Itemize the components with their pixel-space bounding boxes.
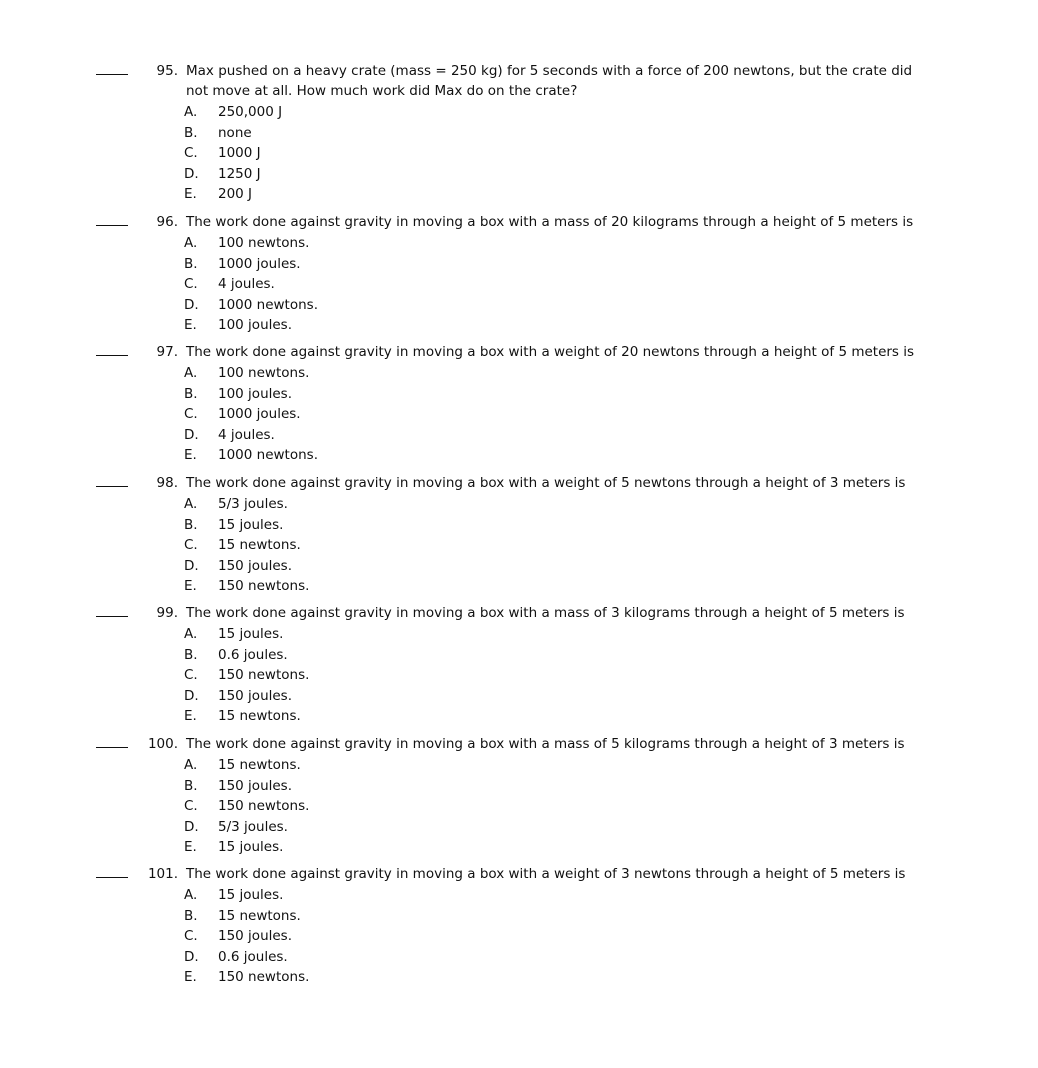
- option-letter: D.: [184, 165, 199, 182]
- question-96: [0, 212, 1038, 333]
- option-text: 1000 joules.: [218, 406, 301, 422]
- option-text: 0.6 joules.: [218, 948, 288, 965]
- option-text: 5/3 joules.: [218, 496, 288, 512]
- option-text: 15 joules.: [218, 626, 284, 642]
- question-number: 101.: [147, 866, 178, 882]
- option-text: 5/3 joules.: [218, 818, 288, 835]
- option-letter: D.: [184, 948, 199, 965]
- question-number: 95.: [156, 63, 178, 79]
- question-text: The work done against gravity in moving a box with a weight of 20 newtons through a height of 5 meters is: [186, 344, 915, 360]
- option-text: 100 joules.: [218, 385, 293, 402]
- option-text: 0.6 joules.: [218, 646, 288, 663]
- question-stem: [0, 603, 1038, 623]
- option-text: 4 joules.: [218, 426, 275, 443]
- question-97: [0, 342, 1038, 463]
- option-text: 15 newtons.: [218, 708, 301, 724]
- option-letter: C.: [184, 406, 198, 422]
- question-text: The work done against gravity in moving a box with a weight of 3 newtons through a height of 5 meters is: [186, 866, 906, 882]
- option-text: 150 joules.: [218, 777, 293, 794]
- option-letter: D.: [184, 296, 199, 313]
- question-text: The work done against gravity in moving a box with a mass of 5 kilograms through a height of 3 meters is: [186, 736, 905, 752]
- question-stem: [0, 61, 1038, 99]
- option-letter: B.: [184, 907, 198, 924]
- option-letter: A.: [184, 757, 198, 773]
- option-letter: E.: [184, 839, 197, 855]
- question-text: The work done against gravity in moving a box with a mass of 20 kilograms through a height of 5 meters is: [186, 214, 914, 230]
- option-letter: C.: [184, 145, 198, 161]
- option-letter: B.: [184, 255, 198, 272]
- question-stem: [0, 342, 1038, 362]
- option-letter: A.: [184, 104, 198, 120]
- option-text: 15 joules.: [218, 887, 284, 903]
- question-number: 97.: [156, 344, 178, 360]
- option-letter: D.: [184, 818, 199, 835]
- option-letter: E.: [184, 708, 197, 724]
- option-text: 100 newtons.: [218, 235, 310, 251]
- question-stem: [0, 212, 1038, 232]
- question-text-continued: not move at all. How much work did Max do on the crate?: [186, 83, 578, 99]
- option-text: 15 newtons.: [218, 537, 301, 553]
- option-letter: E.: [184, 317, 197, 333]
- option-letter: C.: [184, 667, 198, 683]
- option-letter: A.: [184, 626, 198, 642]
- option-letter: B.: [184, 385, 198, 402]
- question-text: The work done against gravity in moving a box with a weight of 5 newtons through a height of 3 meters is: [186, 475, 906, 491]
- option-letter: B.: [184, 646, 198, 663]
- option-text: 15 joules.: [218, 839, 284, 855]
- option-text: 150 joules.: [218, 687, 293, 704]
- question-number: 96.: [156, 214, 178, 230]
- option-text: 15 newtons.: [218, 907, 301, 924]
- option-text: 15 newtons.: [218, 757, 301, 773]
- option-letter: D.: [184, 687, 199, 704]
- option-text: 4 joules.: [218, 276, 275, 292]
- option-text: 150 newtons.: [218, 969, 310, 985]
- option-letter: E.: [184, 186, 197, 202]
- option-text: 100 joules.: [218, 317, 293, 333]
- option-letter: C.: [184, 276, 198, 292]
- option-text: 1000 J: [218, 145, 261, 161]
- option-text: 1000 newtons.: [218, 296, 318, 313]
- question-100: [0, 734, 1038, 855]
- option-text: 150 newtons.: [218, 667, 310, 683]
- question-stem: [0, 734, 1038, 754]
- option-letter: A.: [184, 887, 198, 903]
- option-letter: B.: [184, 124, 198, 141]
- question-number: 99.: [156, 605, 178, 621]
- option-text: 250,000 J: [218, 104, 283, 120]
- option-letter: C.: [184, 798, 198, 814]
- question-number: 100.: [147, 736, 178, 752]
- option-letter: E.: [184, 578, 197, 594]
- option-letter: E.: [184, 969, 197, 985]
- option-letter: A.: [184, 496, 198, 512]
- question-98: [0, 473, 1038, 594]
- option-text: 150 newtons.: [218, 798, 310, 814]
- option-text: 150 joules.: [218, 928, 293, 944]
- option-text: 1000 newtons.: [218, 447, 318, 463]
- option-letter: E.: [184, 447, 197, 463]
- option-letter: D.: [184, 426, 199, 443]
- option-text: 150 joules.: [218, 557, 293, 574]
- option-letter: C.: [184, 928, 198, 944]
- question-text: Max pushed on a heavy crate (mass = 250 kg) for 5 seconds with a force of 200 newtons, but the crate did: [186, 63, 913, 79]
- option-text: 100 newtons.: [218, 365, 310, 381]
- option-text: 1000 joules.: [218, 255, 301, 272]
- question-101: [0, 864, 1038, 985]
- option-text: 150 newtons.: [218, 578, 310, 594]
- option-text: 15 joules.: [218, 516, 284, 533]
- option-text: none: [218, 124, 252, 141]
- option-letter: B.: [184, 777, 198, 794]
- option-letter: A.: [184, 365, 198, 381]
- question-text: The work done against gravity in moving a box with a mass of 3 kilograms through a height of 5 meters is: [186, 605, 905, 621]
- option-letter: A.: [184, 235, 198, 251]
- option-letter: C.: [184, 537, 198, 553]
- question-stem: [0, 473, 1038, 493]
- question-99: [0, 603, 1038, 724]
- question-number: 98.: [156, 475, 178, 491]
- option-letter: D.: [184, 557, 199, 574]
- option-text: 200 J: [218, 186, 253, 202]
- option-text: 1250 J: [218, 165, 261, 182]
- question-stem: [0, 864, 1038, 884]
- question-95: [0, 61, 1038, 202]
- option-letter: B.: [184, 516, 198, 533]
